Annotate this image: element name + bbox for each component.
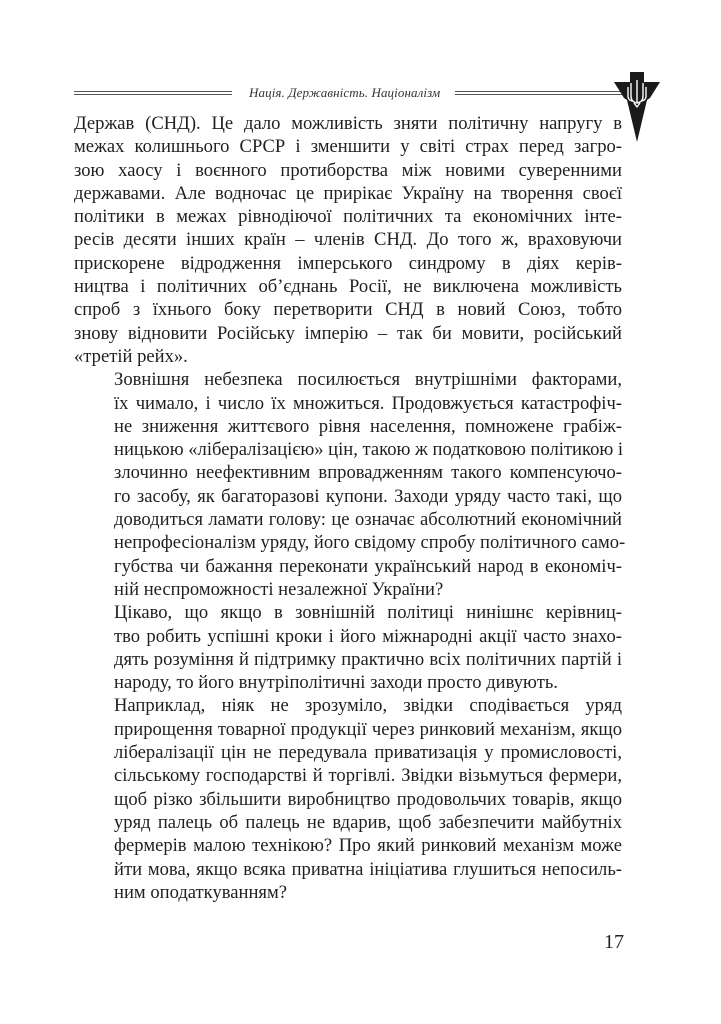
text-line: межах колишнього СРСР і зменшити у світі страх перед загро-: [74, 136, 622, 158]
text-line: їх чимало, і число їх множиться. Продовжується катастрофіч-: [114, 392, 622, 414]
text-line: йти мова, якщо всяка приватна ініціатива глушиться непосиль-: [114, 858, 622, 880]
text-line: лібералізації цін не передувала приватизація у промисловості,: [114, 742, 622, 764]
paragraph-1: [74, 112, 622, 368]
text-line: ресів десяти інших країн – членів СНД. До того ж, враховуючи: [74, 229, 622, 251]
text-line: не зниження життєвого рівня населення, помножене грабіж-: [114, 415, 622, 437]
text-line: Держав (СНД). Це дало можливість зняти політичну напругу в: [74, 113, 622, 134]
text-line: доводиться ламати голову: це означає абсолютний економічний: [114, 509, 622, 531]
text-line: народу, то його внутріполітичні заходи просто дивують.: [114, 672, 558, 694]
text-line: політики в межах рівнодіючої політичних та економічних інте-: [74, 206, 622, 228]
text-line: Зовнішня небезпека посилюється внутрішніми факторами,: [114, 369, 622, 391]
text-line: фермерів малою технікою? Про який ринковий механізм може: [114, 835, 622, 857]
paragraph-3: [74, 601, 622, 694]
text-line: уряд палець об палець не вдарив, щоб забезпечити майбутніх: [114, 811, 622, 833]
text-line: Наприклад, ніяк не зрозуміло, звідки сподівається уряд: [114, 695, 622, 717]
body-text: [74, 112, 626, 904]
text-line: ним оподаткуванням?: [114, 881, 288, 903]
header-rule-right: [455, 91, 626, 95]
text-line: державами. Але водночас це прирікає Україну на творення своєї: [74, 182, 622, 204]
text-line: зою хаосу і воєнного протиборства між новими суверенними: [74, 159, 622, 181]
text-line: прискорене відродження імперського синдрому в діях керів-: [74, 252, 622, 274]
text-line: непрофесіоналізм уряду, його свідому спробу політичного само-: [114, 532, 626, 554]
header-rule-left: [74, 91, 232, 95]
text-line: спроб з їхнього боку перетворити СНД в новий Союз, тобто: [74, 299, 622, 321]
running-head-title: Нація. Державність. Націоналізм: [249, 85, 441, 100]
text-line: сільському господарстві й торгівлі. Звідки візьмуться фермери,: [114, 765, 622, 787]
text-line: ництва і політичних об’єднань Росії, не виключена можливість: [74, 276, 622, 298]
paragraph-2: [74, 368, 626, 601]
text-line: Цікаво, що якщо в зовнішній політиці нинішнє керівниц-: [114, 602, 622, 624]
text-line: щоб різко збільшити виробництво продовольчих товарів, якщо: [114, 788, 622, 810]
page-number: 17: [604, 931, 624, 953]
running-head: [74, 83, 614, 103]
text-line: злочинно неефективним впровадженням такого компенсуючо-: [114, 462, 622, 484]
text-line: го засобу, як багаторазові купони. Заходи уряду часто такі, що: [114, 485, 622, 507]
text-line: знову відновити Російську імперію – так би мовити, російський: [74, 322, 622, 344]
paragraph-4: [74, 694, 622, 904]
text-line: прирощення товарної продукції через ринковий механізм, якщо: [114, 718, 622, 740]
text-line: ній неспроможності незалежної України?: [114, 578, 444, 600]
text-line: «третій рейх».: [74, 345, 188, 367]
text-line: губства чи бажання переконати український народ в економіч-: [114, 555, 622, 577]
text-line: дять розуміння й підтримку практично всіх політичних партій і: [114, 648, 622, 670]
text-line: тво робить успішні кроки і його міжнародні акції часто знахо-: [114, 625, 622, 647]
text-line: ницькою «лібералізацією» цін, такою ж податковою політикою і: [114, 439, 624, 461]
